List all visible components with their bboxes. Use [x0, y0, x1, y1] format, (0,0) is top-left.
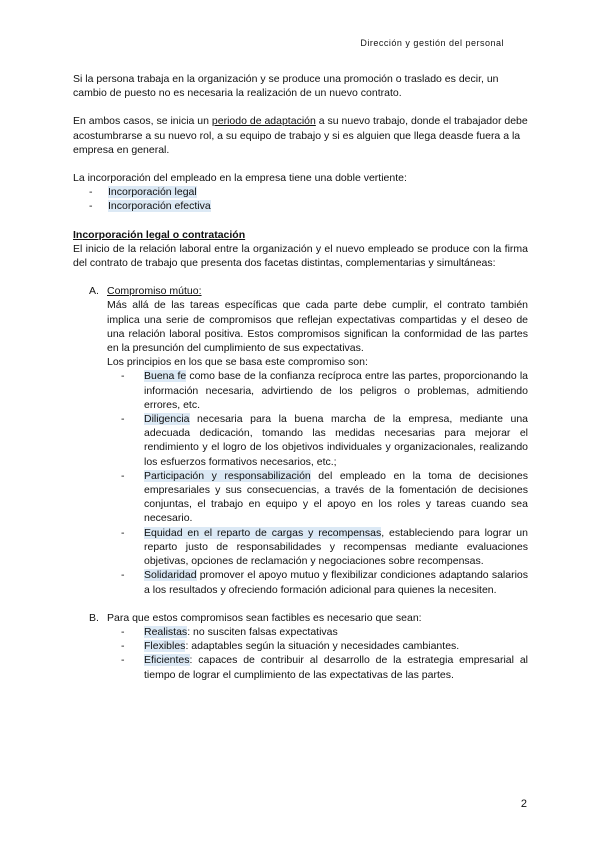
- quality-term: Flexibles: [144, 640, 186, 653]
- list-item: [107, 412, 528, 469]
- principles-list: [107, 369, 528, 596]
- item-b: [73, 611, 528, 682]
- principle-term: Diligencia: [144, 413, 190, 426]
- list-item: [107, 369, 528, 412]
- section-intro: El inicio de la relación laboral entre la organización y el nuevo empleado se produce con la firma del contrato de trabajo que presenta dos facetas distintas, complementarias y simultáneas:: [73, 242, 528, 270]
- adaptation-term: periodo de adaptación: [211, 115, 316, 128]
- document-body: [73, 72, 528, 682]
- list-item: [73, 199, 528, 213]
- principles-intro: Los principios en los que se basa este compromiso son:: [107, 356, 368, 369]
- list-item: [107, 526, 528, 569]
- principle-term: Buena fe: [144, 370, 187, 383]
- paragraph-promotion: Si la persona trabaja en la organización y se produce una promoción o traslado es decir, un cambio de puesto no es necesaria la realización de un nuevo contrato.: [73, 73, 499, 100]
- list-item: [73, 185, 528, 199]
- paragraph-vertientes: La incorporación del empleado en la empresa tiene una doble vertiente:: [73, 172, 407, 185]
- principle-term: Solidaridad: [144, 569, 197, 582]
- text: a su nuevo trabajo, donde el trabajador debe acostumbrarse a su nuevo rol, a su equipo de trabajo y si es alguien que llega deasde fuera a la empresa en general.: [73, 115, 528, 156]
- list-item: [107, 568, 528, 596]
- item-a-title: Compromiso mútuo:: [107, 285, 202, 298]
- principle-text: como base de la confianza recíproca entre las partes, proporcionando la información necesaria, advirtiendo de los peligros o problemas, admitiendo errores, etc.: [144, 370, 528, 411]
- item-b-intro: Para que estos compromisos sean factibles es necesario que sean:: [107, 611, 422, 624]
- qualities-list: [107, 625, 528, 682]
- text: En ambos casos, se inicia un: [73, 115, 212, 128]
- principle-text: necesaria para la buena marcha de la empresa, mediante una adecuada dedicación, tomando las medidas necesarias para mejorar el rendimiento y el logro de los objetivos individuales y organizacionales, realizando los esfuerzos formativos necesarios, etc.;: [144, 413, 528, 468]
- item-a: [73, 284, 528, 596]
- principle-term: Equidad en el reparto de cargas y recompensas: [144, 526, 382, 539]
- principle-text: promover el apoyo mutuo y flexibilizar condiciones adaptando salarios a los resultados y ofreciendo formación adicional para quienes la necesiten.: [144, 569, 528, 596]
- page-number: 2: [520, 798, 527, 810]
- quality-term: Realistas: [144, 625, 188, 638]
- principle-text: , estableciendo para lograr un reparto justo de responsabilidades y recompensas mediante evaluaciones objetivas, opciones de reclamación y negociaciones sobre recompensas.: [144, 526, 528, 568]
- list-item: [107, 469, 528, 526]
- quality-text: : no susciten falsas expectativas: [187, 625, 338, 638]
- list-item: [107, 639, 528, 653]
- item-b-letter: B.: [89, 611, 99, 624]
- item-a-letter: A.: [89, 285, 99, 298]
- vertientes-list: [73, 185, 528, 213]
- paragraph-adaptation: [73, 114, 528, 157]
- list-item-text: Incorporación legal: [108, 186, 197, 199]
- section-title: Incorporación legal o contratación: [73, 228, 246, 241]
- principle-term: Participación y responsabilización: [144, 469, 311, 482]
- principle-text: del empleado en la toma de decisiones empresariales y sus consecuencias, a través de la fomentación de decisiones conjuntas, el trabajo en equipo y el apoyo en los roles y tareas cuando sea necesario.: [144, 469, 528, 525]
- quality-text: : capaces de contribuir al desarrollo de la estrategia empresarial al tiempo de lograr el cumplimiento de las expectativas de las partes.: [144, 654, 528, 681]
- quality-text: : adaptables según la situación y necesidades cambiantes.: [185, 640, 460, 653]
- item-a-body: Más allá de las tareas específicas que cada parte debe cumplir, el contrato también implica una serie de compromisos que reflejan expectativas compartidas y el deseo de una relación laboral positiva. Estos compromisos significan la conformidad de las partes en la presunción del cumplimiento de sus expectativas.: [107, 299, 528, 355]
- list-item: [107, 653, 528, 681]
- running-header: Dirección y gestión del personal: [360, 38, 504, 48]
- list-item-text: Incorporación efectiva: [108, 200, 211, 213]
- quality-term: Eficientes: [144, 654, 190, 667]
- list-item: [107, 625, 528, 639]
